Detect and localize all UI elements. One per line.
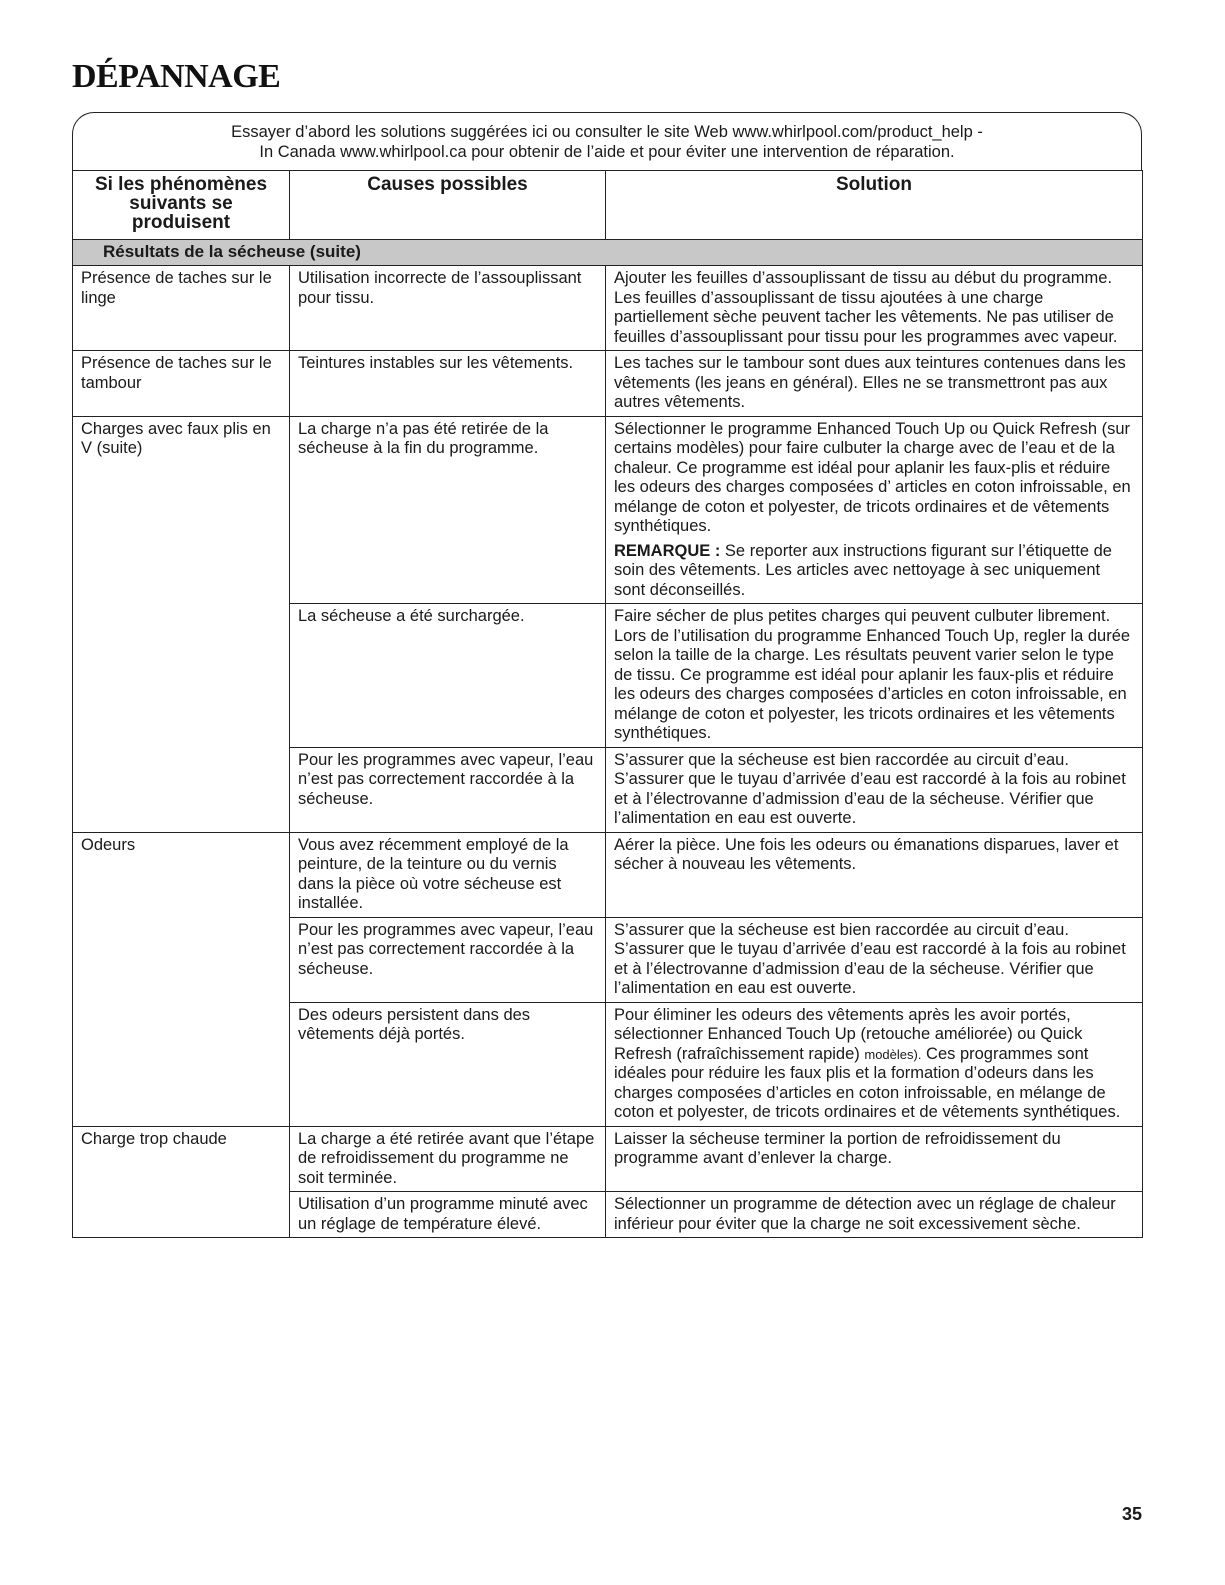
solution-cell: Ajouter les feuilles d’assouplissant de tissu au début du programme. Les feuilles d’assouplissant de tissu ajoutées à une charge partiellement sèche peuvent tacher les vêtements. Ne pas utiliser de feuilles d’assouplissant pour tissu pour les programmes avec vapeur. <box>606 266 1143 351</box>
problem-cell <box>73 917 290 1002</box>
problem-cell <box>73 1002 290 1126</box>
problem-cell: Odeurs <box>73 832 290 917</box>
solution-text-b: Ces programmes sont idéales pour réduire les faux plis et la formation d’odeurs dans les charges composées d’articles en coton infroissable, en mélange de coton et polyester, de tricots ordinaires et de vêtements synthétiques. <box>614 1044 1121 1121</box>
solution-cell <box>606 1002 1143 1126</box>
solution-text-small: modèles). <box>864 1046 922 1062</box>
cause-cell: Vous avez récemment employé de la peinture, de la teinture ou du vernis dans la pièce où votre sécheuse est installée. <box>290 832 606 917</box>
table-row <box>73 832 1143 917</box>
table-header-row <box>73 171 1143 240</box>
problem-cell: Charge trop chaude <box>73 1126 290 1192</box>
solution-cell: Aérer la pièce. Une fois les odeurs ou émanations disparues, laver et sécher à nouveau les vêtements. <box>606 832 1143 917</box>
section-row <box>73 240 1143 266</box>
cause-cell: La charge n’a pas été retirée de la sécheuse à la fin du programme. <box>290 416 606 604</box>
cause-cell: Pour les programmes avec vapeur, l’eau n’est pas correctement raccordée à la sécheuse. <box>290 747 606 832</box>
page-title: DÉPANNAGE <box>72 58 281 95</box>
solution-cell: S’assurer que la sécheuse est bien raccordée au circuit d’eau. S’assurer que le tuyau d’arrivée d’eau est raccordé à la fois au robinet et à l’électrovanne d’admission d’eau de la sécheuse. Vérifier que l’alimentation en eau est ouverte. <box>606 747 1143 832</box>
table-row <box>73 351 1143 417</box>
solution-cell: Faire sécher de plus petites charges qui peuvent culbuter librement. Lors de l’utilisation du programme Enhanced Touch Up, regler la durée selon la taille de la charge. Les résultats peuvent varier selon le type de tissu. Ce programme est idéal pour aplanir les faux-plis et réduire les odeurs des charges composées d’articles en coton infroissable, en mélange de coton et polyester, les tricots ordinaires et les vêtements synthétiques. <box>606 604 1143 748</box>
solution-cell <box>606 416 1143 604</box>
troubleshooting-frame <box>72 112 1142 1238</box>
header-solution: Solution <box>606 171 1143 240</box>
cause-cell: Utilisation incorrecte de l’assouplissant pour tissu. <box>290 266 606 351</box>
problem-cell <box>73 747 290 832</box>
table-row <box>73 1126 1143 1192</box>
note-text: Se reporter aux instructions figurant sur l’étiquette de soin des vêtements. Les articles avec nettoyage à sec uniquement sont déconseillés. <box>614 541 1112 599</box>
cause-cell: Pour les programmes avec vapeur, l’eau n’est pas correctement raccordée à la sécheuse. <box>290 917 606 1002</box>
intro-line-1: Essayer d’abord les solutions suggérées ici ou consulter le site Web www.whirlpool.com/product_help - <box>231 123 983 141</box>
header-causes: Causes possibles <box>290 171 606 240</box>
table-row <box>73 416 1143 604</box>
cause-cell: La charge a été retirée avant que l’étape de refroidissement du programme ne soit terminée. <box>290 1126 606 1192</box>
troubleshooting-table <box>72 170 1143 1238</box>
page-number: 35 <box>1121 1504 1142 1524</box>
header-problem: Si les phénomènes suivants se produisent <box>73 171 290 240</box>
section-label: Résultats de la sécheuse (suite) <box>73 240 1143 266</box>
solution-text-a: Pour éliminer les odeurs des vêtements après les avoir portés, sélectionner Enhanced Touch Up (retouche améliorée) ou Quick Refresh (rafraîchissement rapide) <box>614 1005 1083 1063</box>
table-row <box>73 917 1143 1002</box>
solution-cell: S’assurer que la sécheuse est bien raccordée au circuit d’eau. S’assurer que le tuyau d’arrivée d’eau est raccordé à la fois au robinet et à l’électrovanne d’admission d’eau de la sécheuse. Vérifier que l’alimentation en eau est ouverte. <box>606 917 1143 1002</box>
solution-note <box>614 542 1134 601</box>
intro-box <box>72 112 1142 170</box>
problem-cell: Présence de taches sur le linge <box>73 266 290 351</box>
cause-cell: Teintures instables sur les vêtements. <box>290 351 606 417</box>
table-row <box>73 747 1143 832</box>
solution-text: Sélectionner le programme Enhanced Touch Up ou Quick Refresh (sur certains modèles) pour faire culbuter la charge avec de l’eau et de la chaleur. Ce programme est idéal pour aplanir les faux-plis et réduire les odeurs des charges composées d’ articles en coton infroissable, en mélange de coton et polyester, de tricots ordinaires et de vêtements synthétiques. <box>614 419 1131 535</box>
problem-cell <box>73 1192 290 1238</box>
solution-cell: Laisser la sécheuse terminer la portion de refroidissement du programme avant d’enlever la charge. <box>606 1126 1143 1192</box>
problem-cell: Charges avec faux plis en V (suite) <box>73 416 290 604</box>
problem-cell: Présence de taches sur le tambour <box>73 351 290 417</box>
table-row <box>73 1192 1143 1238</box>
intro-line-2: In Canada www.whirlpool.ca pour obtenir de l’aide et pour éviter une intervention de réparation. <box>259 143 955 161</box>
cause-cell: La sécheuse a été surchargée. <box>290 604 606 748</box>
solution-cell: Les taches sur le tambour sont dues aux teintures contenues dans les vêtements (les jeans en général). Elles ne se transmettront pas aux autres vêtements. <box>606 351 1143 417</box>
table-row <box>73 266 1143 351</box>
table-row <box>73 604 1143 748</box>
cause-cell: Des odeurs persistent dans des vêtements déjà portés. <box>290 1002 606 1126</box>
note-label: REMARQUE : <box>614 541 721 560</box>
cause-cell: Utilisation d’un programme minuté avec un réglage de température élevé. <box>290 1192 606 1238</box>
solution-cell: Sélectionner un programme de détection avec un réglage de chaleur inférieur pour éviter que la charge ne soit excessivement sèche. <box>606 1192 1143 1238</box>
table-row <box>73 1002 1143 1126</box>
problem-cell <box>73 604 290 748</box>
